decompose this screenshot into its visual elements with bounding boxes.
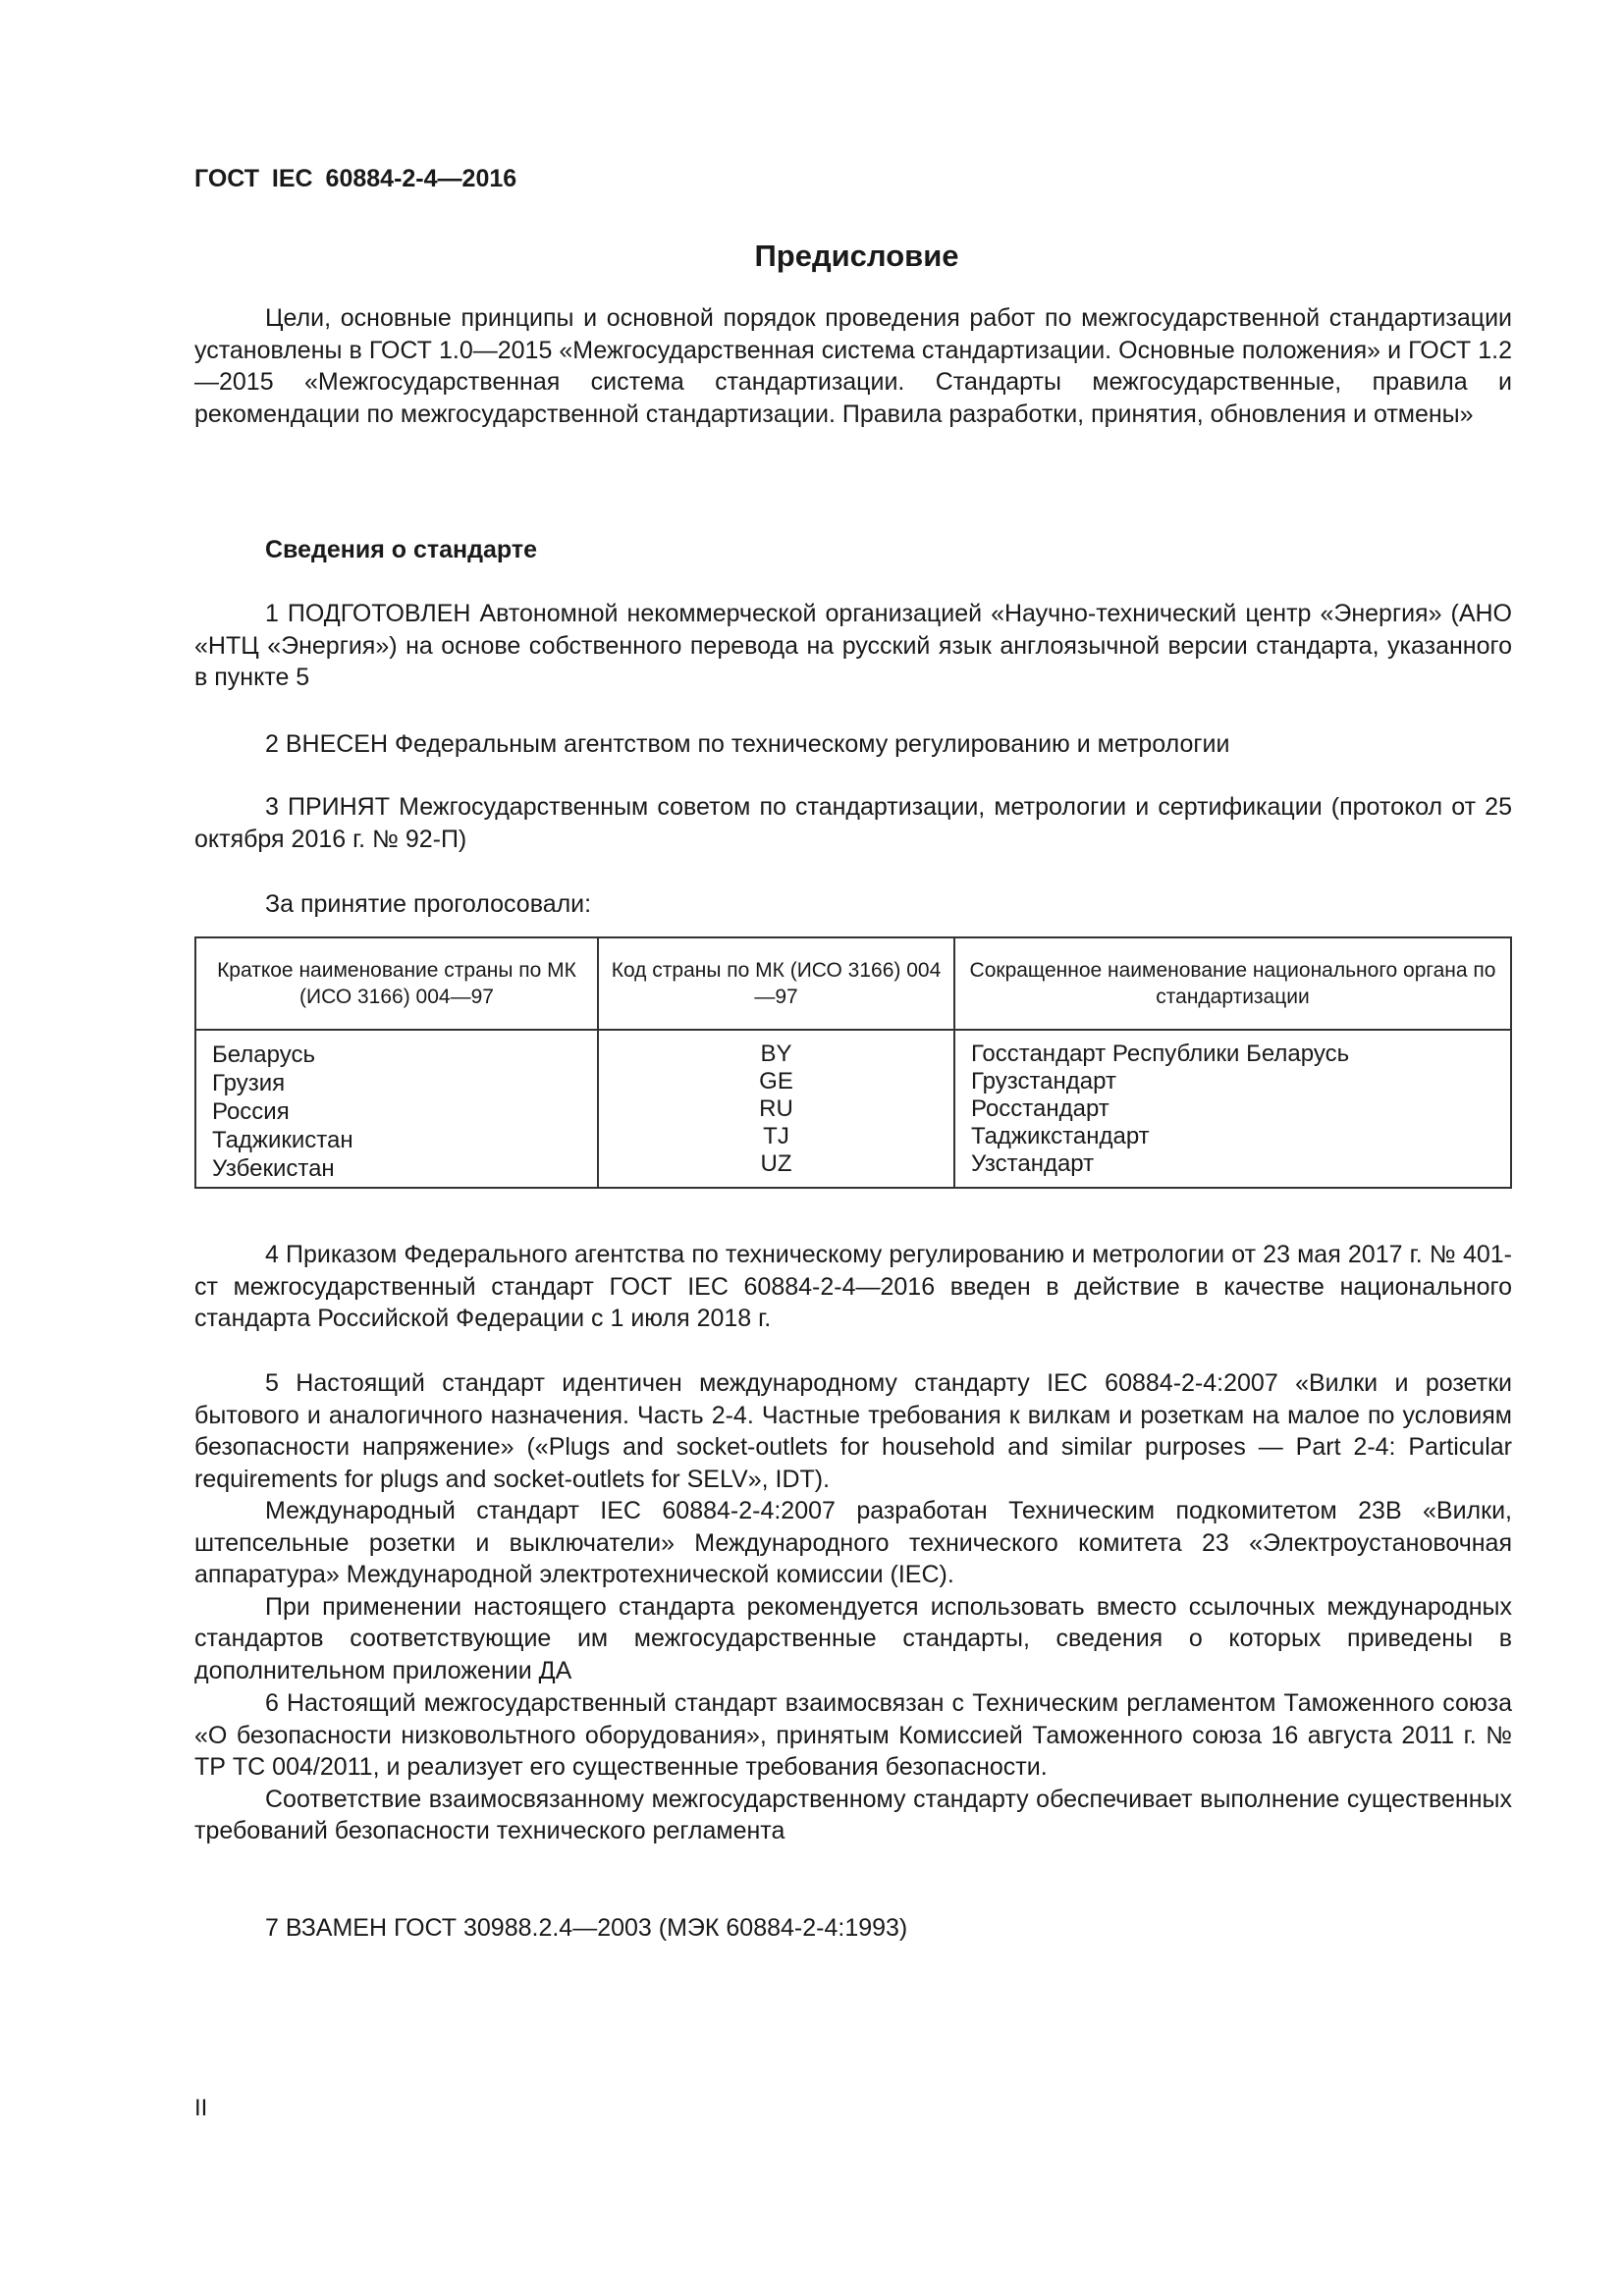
item-3	[194, 791, 1512, 855]
document-code: ГОСТ IEC 60884-2-4—2016	[194, 165, 517, 192]
item-6	[194, 1687, 1512, 1847]
body-cell	[954, 1030, 1511, 1188]
country-name: Беларусь	[212, 1041, 315, 1068]
item-5b-text: Международный стандарт IEC 60884-2-4:2007 разработан Техническим подкомитетом 23B «Вилки, штепсельные розетки и выключатели» Международного технического комитета 23 «Электроустановочная аппаратура» Международной электротехнической комиссии (IEC).	[194, 1497, 1512, 1588]
intro-text: Цели, основные принципы и основной порядок проведения работ по межгосударственной стандартизации установлены в ГОСТ 1.0—2015 «Межгосударственная система стандартизации. Основные положения» и ГОСТ 1.2—2015 «Межгосударственная система стандартизации. Стандарты межгосударственные, правила и рекомендации по межгосударственной стандартизации. Правила разработки, принятия, обновления и отмены»	[194, 304, 1512, 428]
page-title: Предисловие	[754, 239, 959, 273]
item-6b-text: Соответствие взаимосвязанному межгосударственному стандарту обеспечивает выполнение существенных требований безопасности технического регламента	[194, 1785, 1512, 1844]
header-country: Краткое наименование страны по МК (ИСО 3166) 004—97	[195, 937, 598, 1030]
item-1	[194, 598, 1512, 694]
standards-body: Росстандарт	[971, 1095, 1109, 1122]
info-heading: Сведения о стандарте	[265, 536, 538, 563]
item-2	[194, 728, 1512, 761]
table-header-row	[195, 937, 1511, 1030]
item-4-text: 4 Приказом Федерального агентства по техническому регулированию и метрологии от 23 мая 2017 г. № 401-ст межгосударственный стандарт ГОСТ IEC 60884-2-4—2016 введен в действие в качестве национального стандарта Российской Федерации с 1 июля 2018 г.	[194, 1241, 1512, 1332]
votes-label: За принятие проголосовали:	[265, 890, 592, 918]
votes-table	[194, 936, 1512, 1189]
item-6a-text: 6 Настоящий межгосударственный стандарт взаимосвязан с Техническим регламентом Таможенного союза «О безопасности низковольтного оборудования», принятым Комиссией Таможенного союза 16 августа 2011 г. № ТР ТС 004/2011, и реализует его существенные требования безопасности.	[194, 1689, 1512, 1781]
country-name: Грузия	[212, 1070, 286, 1096]
intro-paragraph	[194, 302, 1512, 430]
item-5	[194, 1367, 1512, 1686]
header-body: Сокращенное наименование национального органа по стандартизации	[954, 937, 1511, 1030]
code-cell	[598, 1030, 954, 1188]
header-code: Код страны по МК (ИСО 3166) 004—97	[598, 937, 954, 1030]
country-name: Узбекистан	[212, 1155, 335, 1182]
country-name: Россия	[212, 1098, 290, 1125]
country-cell	[195, 1030, 598, 1188]
item-4	[194, 1239, 1512, 1335]
item-2-text: 2 ВНЕСЕН Федеральным агентством по техническому регулированию и метрологии	[265, 730, 1230, 758]
country-code: UZ	[760, 1150, 792, 1177]
country-code: TJ	[763, 1123, 789, 1149]
table-row	[195, 1030, 1511, 1188]
country-code: BY	[760, 1041, 792, 1067]
standards-body: Узстандарт	[971, 1150, 1095, 1177]
country-name: Таджикистан	[212, 1127, 353, 1153]
item-1-text: 1 ПОДГОТОВЛЕН Автономной некоммерческой организацией «Научно-технический центр «Энергия» (АНО «НТЦ «Энергия») на основе собственного перевода на русский язык англоязычной версии стандарта, указанного в пункте 5	[194, 600, 1512, 691]
item-5c-text: При применении настоящего стандарта рекомендуется использовать вместо ссылочных международных стандартов соответствующие им межгосударственные стандарты, сведения о которых приведены в дополнительном приложении ДА	[194, 1592, 1512, 1684]
standards-body: Таджикстандарт	[971, 1123, 1150, 1149]
standards-body: Госстандарт Республики Беларусь	[971, 1041, 1350, 1067]
country-code: GE	[759, 1068, 793, 1095]
country-code: RU	[759, 1095, 793, 1122]
standards-body: Грузстандарт	[971, 1068, 1116, 1095]
item-7	[194, 1912, 1512, 1945]
item-3-text: 3 ПРИНЯТ Межгосударственным советом по стандартизации, метрологии и сертификации (протокол от 25 октября 2016 г. № 92-П)	[194, 793, 1512, 853]
page-number: II	[194, 2095, 208, 2121]
item-7-text: 7 ВЗАМЕН ГОСТ 30988.2.4—2003 (МЭК 60884-2-4:1993)	[265, 1914, 908, 1942]
item-5a-text: 5 Настоящий стандарт идентичен международному стандарту IEC 60884-2-4:2007 «Вилки и розетки бытового и аналогичного назначения. Часть 2-4. Частные требования к вилкам и розеткам на малое по условиям безопасности напряжение» («Plugs and socket-outlets for household and similar purposes — Part 2-4: Particular requirements for plugs and socket-outlets for SELV», IDT).	[194, 1369, 1512, 1493]
